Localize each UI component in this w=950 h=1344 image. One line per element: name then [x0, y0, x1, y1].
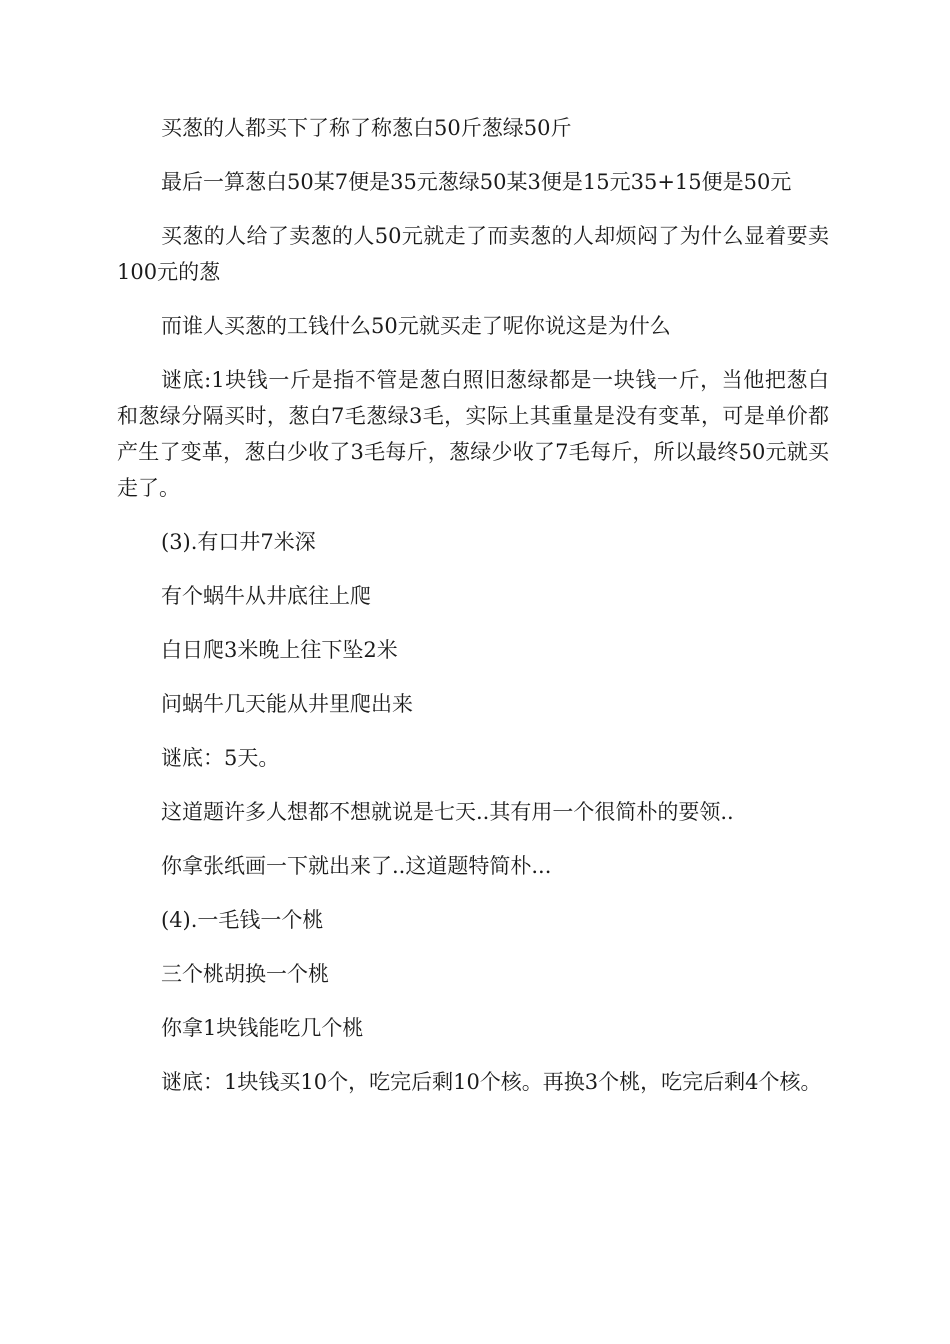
- paragraph-riddle-3-title: (3).有口井7米深: [161, 530, 316, 554]
- paragraph-seller-confused: 买葱的人给了卖葱的人50元就走了而卖葱的人却烦闷了为什么显着要卖100元的葱: [117, 224, 829, 284]
- paragraph-answer-onions: 谜底:1块钱一斤是指不管是葱白照旧葱绿都是一块钱一斤，当他把葱白和葱绿分隔买时，葱白7毛葱绿3毛，实际上其重量是没有变革，可是单价都产生了变革，葱白少收了3毛每斤，葱绿少收了7毛每斤，所以最终50元就买走了。: [117, 368, 829, 500]
- paragraph-answer-snail: 谜底：5天。: [161, 746, 280, 770]
- paragraph-day-night: 白日爬3米晚上往下坠2米: [161, 638, 398, 662]
- paragraph-buyer-weighs: 买葱的人都买下了称了称葱白50斤葱绿50斤: [161, 116, 572, 140]
- paragraph-answer-peach: 谜底：1块钱买10个，吃完后剩10个核。再换3个桃，吃完后剩4个核。: [161, 1070, 822, 1094]
- paragraph-price-calculation: 最后一算葱白50某7便是35元葱绿50某3便是15元35+15便是50元: [161, 170, 792, 194]
- paragraph-pits-exchange: 三个桃胡换一个桃: [161, 962, 329, 986]
- paragraph-snail-climbs: 有个蜗牛从井底往上爬: [161, 584, 371, 608]
- paragraph-riddle-4-title: (4).一毛钱一个桃: [161, 908, 324, 932]
- paragraph-snail-question: 问蜗牛几天能从井里爬出来: [161, 692, 413, 716]
- paragraph-question-why: 而谁人买葱的工钱什么50元就买走了呢你说这是为什么: [161, 314, 671, 338]
- paragraph-peach-question: 你拿1块钱能吃几个桃: [161, 1016, 364, 1040]
- paragraph-draw-on-paper: 你拿张纸画一下就出来了..这道题特简朴...: [161, 854, 552, 878]
- document-body: [117, 110, 829, 1118]
- paragraph-snail-explanation: 这道题许多人想都不想就说是七天..其有用一个很简朴的要领..: [161, 800, 734, 824]
